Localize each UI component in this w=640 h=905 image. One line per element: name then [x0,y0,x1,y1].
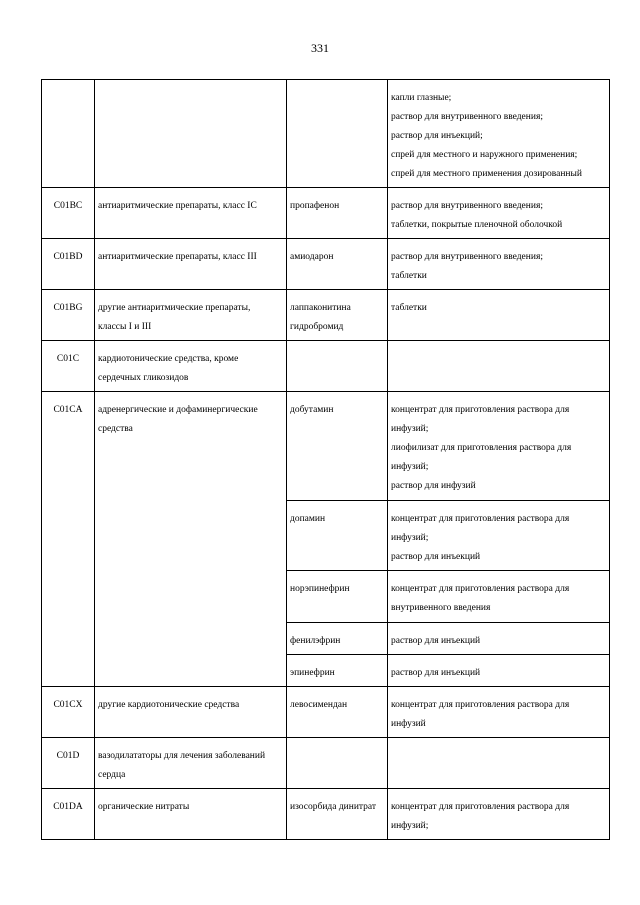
table-row [42,789,610,840]
dosage-form-cell [388,655,610,687]
dosage-form-cell [388,571,610,623]
substance-line: амиодарон [290,252,334,262]
dosage-form-line: таблетки, покрытые пленочной оболочкой [391,220,563,230]
dosage-form-line: инфузий; [391,462,429,472]
dosage-form-line: таблетки [391,303,427,313]
group-cell [95,789,287,840]
group-cell [95,188,287,239]
group-line: антиаритмические препараты, класс III [98,252,257,262]
dosage-form-line: таблетки [391,271,427,281]
dosage-form-line: концентрат для приготовления раствора для [391,405,570,415]
dosage-form-line: концентрат для приготовления раствора для [391,584,570,594]
drug-table [41,79,610,840]
group-cell [95,239,287,290]
dosage-form-line: раствор для внутривенного введения; [391,252,543,262]
table-row [42,188,610,239]
dosage-form-cell [388,687,610,738]
dosage-form-line: раствор для инфузий [391,481,476,491]
dosage-form-cell [388,239,610,290]
dosage-form-line: инфузий; [391,821,429,831]
substance-cell [287,789,388,840]
group-line: вазодилататоры для лечения заболеваний [98,751,266,761]
group-line: адренергические и дофаминергические [98,405,258,415]
substance-cell [287,239,388,290]
dosage-form-line: раствор для внутривенного введения; [391,201,543,211]
table-row [42,290,610,341]
table-row [42,738,610,789]
dosage-form-line: инфузий; [391,533,429,543]
group-cell [95,80,287,188]
dosage-form-line: раствор для внутривенного введения; [391,112,543,122]
dosage-form-line: раствор для инъекций [391,668,481,678]
dosage-form-line: инфузий; [391,424,429,434]
dosage-form-cell [388,501,610,571]
group-cell [95,738,287,789]
substance-cell [287,341,388,392]
dosage-form-line: спрей для местного и наружного применения; [391,150,578,160]
dosage-form-line: спрей для местного применения дозированный [391,169,582,179]
substance-cell [287,623,388,655]
group-cell [95,290,287,341]
dosage-form-line: концентрат для приготовления раствора для [391,802,570,812]
dosage-form-line: раствор для инъекций [391,552,481,562]
atc-code-cell: C01CX [42,687,95,738]
substance-line: допамин [290,514,326,524]
group-cell [95,392,287,687]
dosage-form-line: лиофилизат для приготовления раствора для [391,443,572,453]
group-line: другие кардиотонические средства [98,700,240,710]
group-cell [95,341,287,392]
substance-cell [287,188,388,239]
atc-code-cell: C01BG [42,290,95,341]
substance-cell [287,571,388,623]
substance-line: лаппаконитина [290,303,351,313]
table-row [42,687,610,738]
table-row [42,239,610,290]
dosage-form-line: капли глазные; [391,93,452,103]
dosage-form-line: концентрат для приготовления раствора для [391,514,570,524]
atc-code-cell: C01BD [42,239,95,290]
dosage-form-cell [388,738,610,789]
group-line: сердечных гликозидов [98,373,189,383]
substance-cell [287,290,388,341]
atc-code-cell: C01BC [42,188,95,239]
dosage-form-cell [388,341,610,392]
group-line: антиаритмические препараты, класс IC [98,201,257,211]
atc-code-cell: C01CA [42,392,95,687]
substance-line: добутамин [290,405,334,415]
group-line: сердца [98,770,126,780]
substance-cell [287,501,388,571]
substance-line: норэпинефрин [290,584,350,594]
substance-line: пропафенон [290,201,340,211]
dosage-form-cell [388,789,610,840]
dosage-form-line: внутривенного введения [391,603,491,613]
group-cell [95,687,287,738]
substance-line: изосорбида динитрат [290,802,377,812]
dosage-form-line: концентрат для приготовления раствора для [391,700,570,710]
atc-code-cell [42,80,95,188]
dosage-form-cell [388,188,610,239]
dosage-form-cell [388,392,610,501]
substance-cell [287,655,388,687]
substance-line: гидробромид [290,322,344,332]
atc-code-cell: C01C [42,341,95,392]
group-line: другие антиаритмические препараты, [98,303,251,313]
table-row [42,392,610,501]
group-line: кардиотонические средства, кроме [98,354,239,364]
substance-line: левосимендан [290,700,348,710]
substance-cell [287,80,388,188]
atc-code-cell: C01DA [42,789,95,840]
dosage-form-line: раствор для инъекций; [391,131,483,141]
group-line: классы I и III [98,322,152,332]
substance-cell [287,687,388,738]
table-row [42,341,610,392]
dosage-form-cell [388,80,610,188]
atc-code-cell: C01D [42,738,95,789]
dosage-form-line: раствор для инъекций [391,636,481,646]
page-number: 331 [311,41,329,55]
group-line: органические нитраты [98,802,190,812]
dosage-form-cell [388,623,610,655]
substance-cell [287,392,388,501]
table-row [42,80,610,188]
group-line: средства [98,424,133,434]
dosage-form-line: инфузий [391,719,426,729]
substance-line: фенилэфрин [290,636,341,646]
substance-cell [287,738,388,789]
dosage-form-cell [388,290,610,341]
substance-line: эпинефрин [290,668,335,678]
